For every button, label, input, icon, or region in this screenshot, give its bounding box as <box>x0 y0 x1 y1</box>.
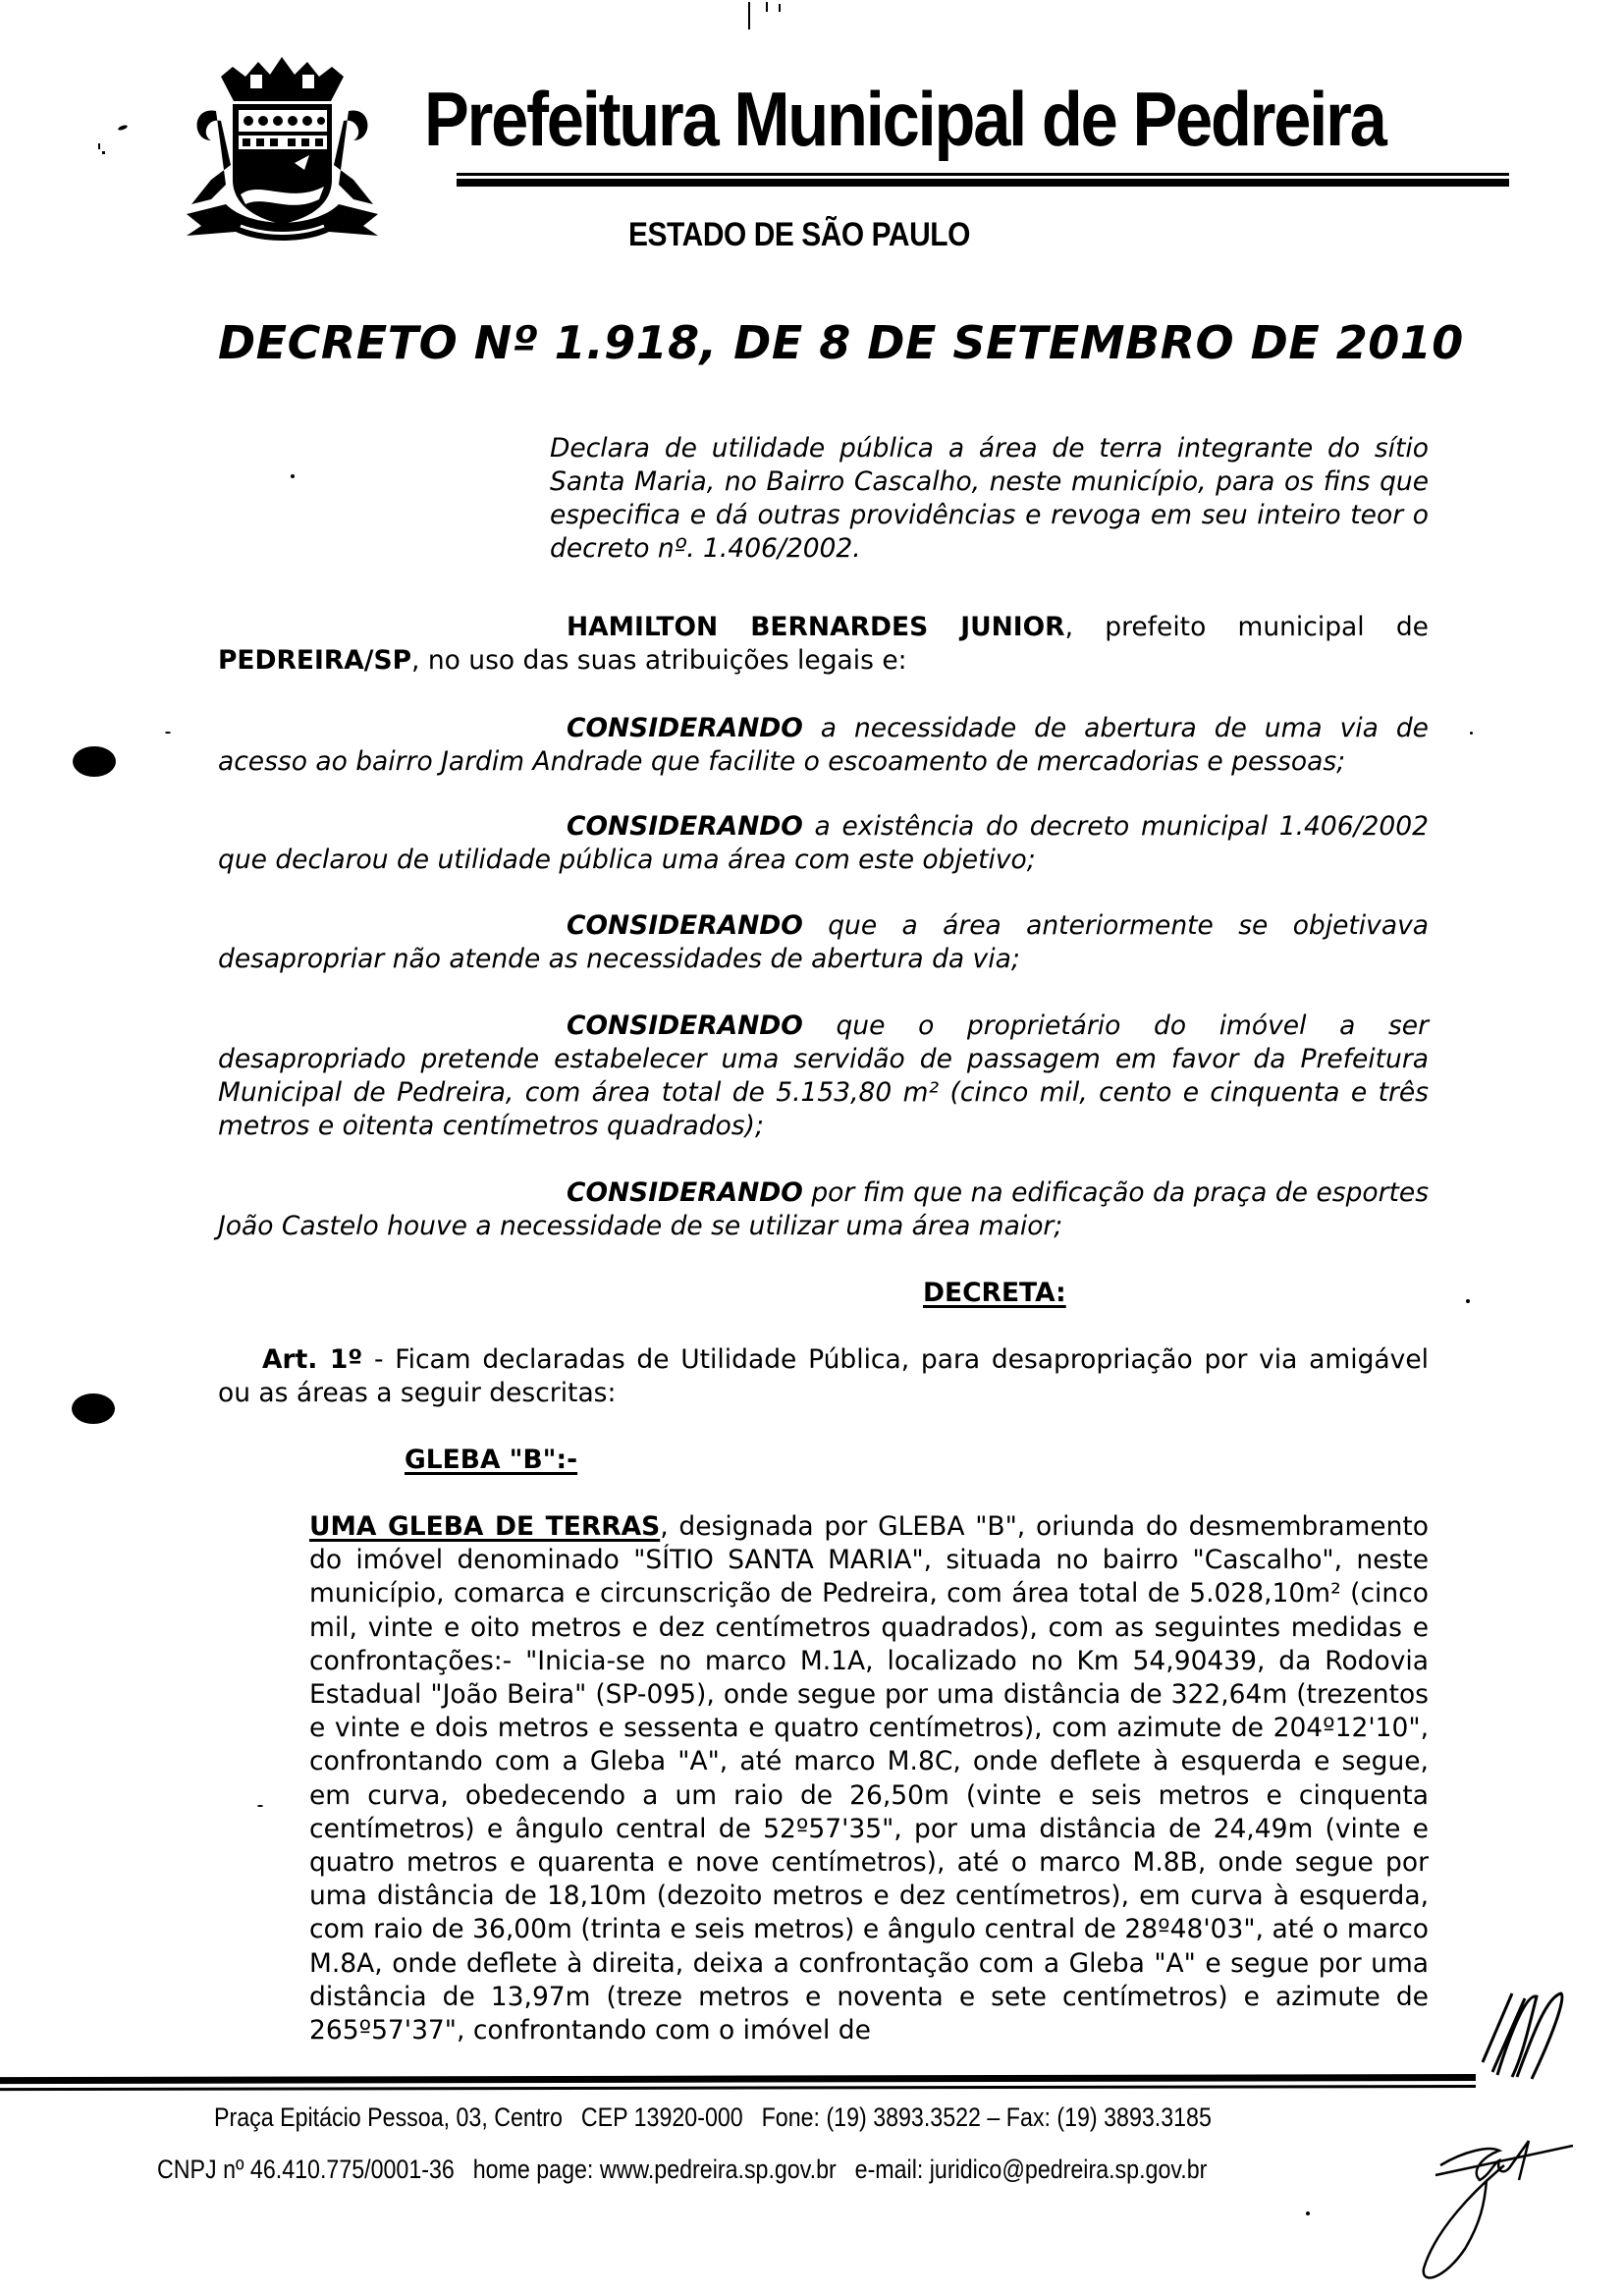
article-1 <box>218 1343 1429 1410</box>
gleba-text: , designada por GLEBA "B", oriunda do desmembramento do imóvel denominado "SÍTIO SANTA MARIA", situada no bairro "Cascalho", neste município, comarca e circunscrição de Pedreira, com área total de 5.028,10m² (cinco mil, vinte e oito metros e dez centímetros quadrados), com as seguintes medidas e confrontações:- "Inicia-se no marco M.1A, localizado no Km 54,90439, da Rodovia Estadual "João Beira" (SP-095), onde segue por uma distância de 322,64m (trezentos e vinte e dois metros e sessenta e quatro centímetros), com azimute de 204º12'10", confrontando com a Gleba "A", até marco M.8C, onde deflete à esquerda e segue, em curva, obedecendo a um raio de 26,50m (vinte e seis metros e cinquenta centímetros) e ângulo central de 52º57'35", por uma distância de 24,49m (vinte e quatro metros e quarenta e nove centímetros), até o marco M.8B, onde segue por uma distância de 18,10m (dezoito metros e dez centímetros), em curva à esquerda, com raio de 36,00m (trinta e seis metros) e ângulo central de 28º48'03", até o marco M.8A, onde deflete à direita, deixa a confrontação com a Gleba "A" e segue por uma distância de 13,97m (treze metros e noventa e sete centímetros) e azimute de 265º57'37", confrontando com o imóvel de <box>309 1511 1429 2047</box>
article-label: Art. 1º <box>262 1344 363 1375</box>
preamble-text-1: , prefeito municipal de <box>1064 612 1429 642</box>
preamble-text-2: , no uso das suas atribuições legais e: <box>411 645 907 676</box>
article-text: - Ficam declaradas de Utilidade Pública, para desapropriação por via amigável ou as áreas a seguir descritas: <box>218 1344 1429 1408</box>
considerando-keyword: CONSIDERANDO <box>567 910 803 941</box>
state-name: ESTADO DE SÃO PAULO <box>628 216 970 253</box>
organization-name: Prefeitura Municipal de Pedreira <box>424 76 1385 162</box>
scan-speckle <box>1466 1299 1470 1303</box>
scan-speckle <box>257 1805 263 1807</box>
considerando-paragraph <box>218 1176 1429 1243</box>
mayor-name: HAMILTON BERNARDES JUNIOR <box>567 612 1065 642</box>
footer-cnpj: CNPJ nº 46.410.775/0001-36 <box>157 2155 455 2184</box>
footer-cep: CEP 13920-000 <box>580 2102 743 2132</box>
decree-summary: Declara de utilidade pública a área de terra integrante do sítio Santa Maria, no Bairro Cascalho, neste município, para os fins que especifica e dá outras providências e revoga em seu inteiro teor o decreto nº. 1.406/2002. <box>550 433 1429 564</box>
considerando-keyword: CONSIDERANDO <box>567 713 803 743</box>
considerando-text: que o proprietário do imóvel a ser desapropriado pretende estabelecer uma servidão de passagem em favor da Prefeitura Municipal de Pedreira, com área total de 5.153,80 m² (cinco mil, cento e cinquenta e três metros e oitenta centímetros quadrados); <box>218 1010 1429 1141</box>
gleba-heading: GLEBA "B":- <box>405 1445 578 1475</box>
scan-speckle <box>1470 732 1473 735</box>
scan-speckle <box>88 118 137 162</box>
considerando-text: por fim que na edificação da praça de esportes João Castelo houve a necessidade de se utilizar uma área maior; <box>218 1177 1429 1241</box>
footer-email[interactable]: e-mail: juridico@pedreira.sp.gov.br <box>854 2155 1208 2184</box>
gleba-lead: UMA GLEBA DE TERRAS <box>309 1511 661 1542</box>
footer-rule-thick <box>0 2074 1476 2084</box>
header-rule-thin <box>457 173 1509 176</box>
footer-contact-line <box>214 2104 1230 2131</box>
considerando-paragraph <box>218 810 1429 877</box>
footer-registry-line <box>157 2157 1225 2183</box>
considerando-keyword: CONSIDERANDO <box>567 1010 803 1041</box>
municipal-crest-icon <box>172 57 393 244</box>
gleba-description <box>309 1510 1429 2047</box>
initials-icon <box>1478 1989 1571 2082</box>
considerando-paragraph <box>218 1010 1429 1143</box>
punch-hole <box>72 1393 115 1424</box>
considerando-keyword: CONSIDERANDO <box>567 811 803 842</box>
footer-address: Praça Epitácio Pessoa, 03, Centro <box>214 2102 563 2132</box>
scan-speckle <box>165 732 171 734</box>
considerando-paragraph <box>218 909 1429 976</box>
considerando-text: a existência do decreto municipal 1.406/2002 que declarou de utilidade pública uma área com este objetivo; <box>218 811 1429 875</box>
footer-homepage[interactable]: home page: www.pedreira.sp.gov.br <box>472 2155 837 2184</box>
decreta-heading: DECRETA: <box>923 1278 1066 1308</box>
considerando-text: que a área anteriormente se objetivava desapropriar não atende as necessidades de abertura da via; <box>218 910 1429 974</box>
considerando-paragraph <box>218 712 1429 779</box>
punch-hole <box>73 746 116 777</box>
preamble <box>218 611 1429 678</box>
considerando-text: a necessidade de abertura de uma via de acesso ao bairro Jardim Andrade que facilite o escoamento de mercadorias e pessoas; <box>218 713 1429 777</box>
scan-speckle <box>1306 2211 1310 2215</box>
scan-marks <box>746 0 785 31</box>
scan-speckle <box>291 474 295 478</box>
signature-icon <box>1406 2121 1573 2288</box>
footer-phone-fax: Fone: (19) 3893.3522 – Fax: (19) 3893.3185 <box>761 2102 1212 2132</box>
city-name: PEDREIRA/SP <box>218 645 411 676</box>
header-rule-thick <box>457 179 1509 187</box>
considerando-keyword: CONSIDERANDO <box>567 1177 803 1208</box>
decree-title: DECRETO Nº 1.918, DE 8 DE SETEMBRO DE 2010 <box>218 316 1464 369</box>
footer-rule-thin <box>0 2085 1476 2091</box>
